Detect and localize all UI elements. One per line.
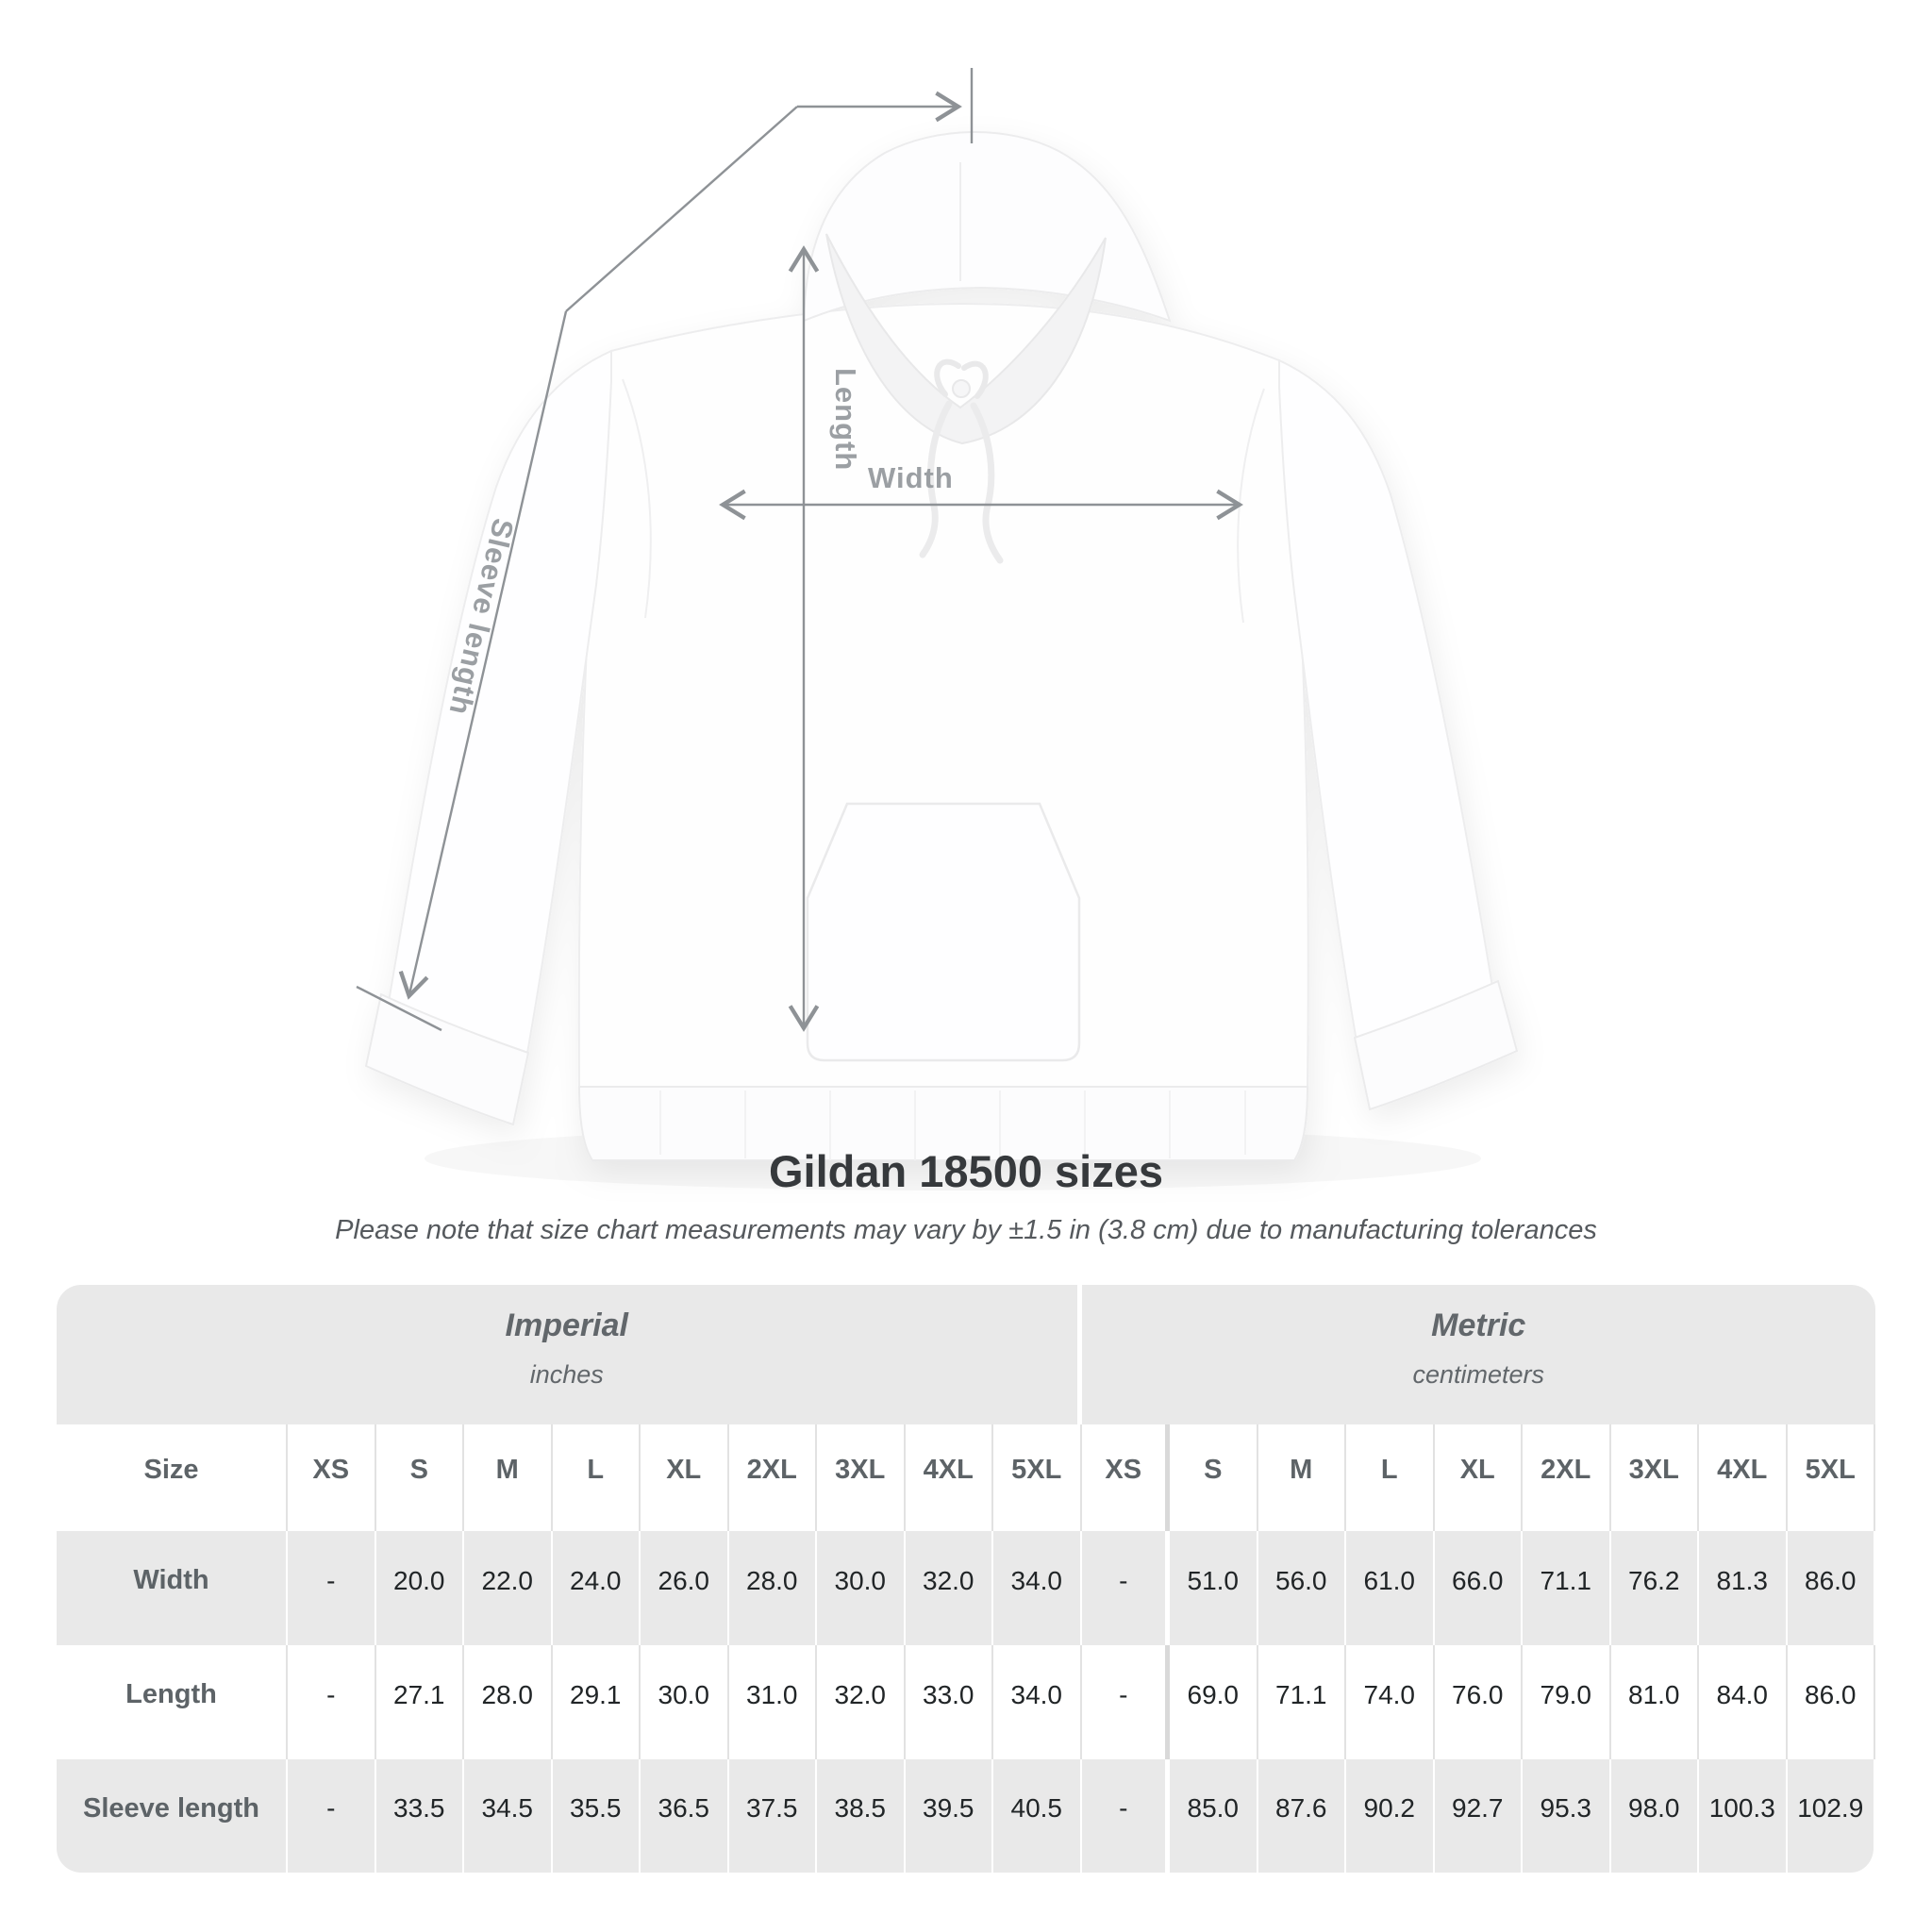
- size-value-cell: -: [288, 1531, 376, 1645]
- hoodie-image: [366, 132, 1517, 1191]
- size-col-header: XL: [1435, 1424, 1524, 1531]
- size-value-cell: 26.0: [641, 1531, 729, 1645]
- size-value-cell: 34.0: [993, 1645, 1082, 1759]
- size-value-cell: 22.0: [464, 1531, 553, 1645]
- size-value-cell: 66.0: [1435, 1531, 1524, 1645]
- unit-header-imperial: [57, 1285, 1082, 1424]
- size-value-cell: 35.5: [553, 1759, 641, 1873]
- row-label: Sleeve length: [57, 1759, 288, 1873]
- sleeve-length-label: Sleeve length: [442, 515, 521, 719]
- size-value-cell: 71.1: [1258, 1645, 1347, 1759]
- size-col-header: S: [376, 1424, 465, 1531]
- size-value-cell: 98.0: [1611, 1759, 1700, 1873]
- size-col-header: 5XL: [993, 1424, 1082, 1531]
- row-label: Width: [57, 1531, 288, 1645]
- size-col-header: 2XL: [1523, 1424, 1611, 1531]
- size-value-cell: 37.5: [729, 1759, 818, 1873]
- size-value-cell: 34.5: [464, 1759, 553, 1873]
- size-value-cell: 86.0: [1788, 1645, 1876, 1759]
- size-value-cell: 84.0: [1699, 1645, 1788, 1759]
- size-col-header: L: [553, 1424, 641, 1531]
- size-col-header: 4XL: [1699, 1424, 1788, 1531]
- unit-subtitle: centimeters: [1412, 1360, 1545, 1389]
- size-value-cell: 28.0: [729, 1531, 818, 1645]
- size-col-header: 2XL: [729, 1424, 818, 1531]
- size-value-cell: 61.0: [1346, 1531, 1435, 1645]
- size-value-cell: 33.0: [906, 1645, 994, 1759]
- size-col-header: L: [1346, 1424, 1435, 1531]
- size-column-title: Size: [57, 1424, 288, 1531]
- size-value-cell: 39.5: [906, 1759, 994, 1873]
- size-value-cell: 90.2: [1346, 1759, 1435, 1873]
- size-value-cell: 76.2: [1611, 1531, 1700, 1645]
- size-value-cell: 100.3: [1699, 1759, 1788, 1873]
- size-value-cell: 24.0: [553, 1531, 641, 1645]
- size-value-cell: 86.0: [1788, 1531, 1876, 1645]
- size-value-cell: 79.0: [1523, 1645, 1611, 1759]
- size-value-cell: -: [288, 1645, 376, 1759]
- size-value-cell: 29.1: [553, 1645, 641, 1759]
- size-col-header: M: [1258, 1424, 1347, 1531]
- size-value-cell: 81.0: [1611, 1645, 1700, 1759]
- size-col-header: S: [1170, 1424, 1258, 1531]
- size-value-cell: 69.0: [1170, 1645, 1258, 1759]
- size-value-cell: 27.1: [376, 1645, 465, 1759]
- size-value-cell: 102.9: [1788, 1759, 1876, 1873]
- size-value-cell: 30.0: [817, 1531, 906, 1645]
- size-value-cell: -: [1082, 1645, 1171, 1759]
- size-value-cell: 36.5: [641, 1759, 729, 1873]
- size-col-header: XL: [641, 1424, 729, 1531]
- size-table: [57, 1285, 1875, 1873]
- sleeve-line-shoulder: [566, 107, 797, 311]
- size-value-cell: 20.0: [376, 1531, 465, 1645]
- size-value-cell: 71.1: [1523, 1531, 1611, 1645]
- length-label: Length: [829, 368, 862, 472]
- unit-name: Imperial: [505, 1307, 628, 1343]
- size-value-cell: 32.0: [906, 1531, 994, 1645]
- size-col-header: 3XL: [817, 1424, 906, 1531]
- width-label: Width: [868, 461, 954, 494]
- size-col-header: XS: [288, 1424, 376, 1531]
- size-value-cell: 92.7: [1435, 1759, 1524, 1873]
- size-value-cell: 30.0: [641, 1645, 729, 1759]
- page-subtitle: Please note that size chart measurements may vary by ±1.5 in (3.8 cm) due to manufacturing tolerances: [335, 1215, 1597, 1245]
- size-col-header: 3XL: [1611, 1424, 1700, 1531]
- size-value-cell: 76.0: [1435, 1645, 1524, 1759]
- size-value-cell: -: [1082, 1531, 1171, 1645]
- size-value-cell: -: [1082, 1759, 1171, 1873]
- row-label: Length: [57, 1645, 288, 1759]
- unit-header-metric: [1082, 1285, 1876, 1424]
- size-value-cell: 40.5: [993, 1759, 1082, 1873]
- unit-subtitle: inches: [529, 1360, 604, 1389]
- page-title: Gildan 18500 sizes: [768, 1146, 1164, 1196]
- size-col-header: 4XL: [906, 1424, 994, 1531]
- size-value-cell: 56.0: [1258, 1531, 1347, 1645]
- size-value-cell: 87.6: [1258, 1759, 1347, 1873]
- size-value-cell: 95.3: [1523, 1759, 1611, 1873]
- size-value-cell: 34.0: [993, 1531, 1082, 1645]
- unit-name: Metric: [1431, 1307, 1526, 1343]
- size-col-header: XS: [1082, 1424, 1171, 1531]
- size-value-cell: 85.0: [1170, 1759, 1258, 1873]
- size-value-cell: -: [288, 1759, 376, 1873]
- size-value-cell: 51.0: [1170, 1531, 1258, 1645]
- size-value-cell: 33.5: [376, 1759, 465, 1873]
- size-value-cell: 74.0: [1346, 1645, 1435, 1759]
- size-value-cell: 81.3: [1699, 1531, 1788, 1645]
- size-value-cell: 38.5: [817, 1759, 906, 1873]
- size-value-cell: 31.0: [729, 1645, 818, 1759]
- size-col-header: 5XL: [1788, 1424, 1876, 1531]
- size-value-cell: 32.0: [817, 1645, 906, 1759]
- size-col-header: M: [464, 1424, 553, 1531]
- size-value-cell: 28.0: [464, 1645, 553, 1759]
